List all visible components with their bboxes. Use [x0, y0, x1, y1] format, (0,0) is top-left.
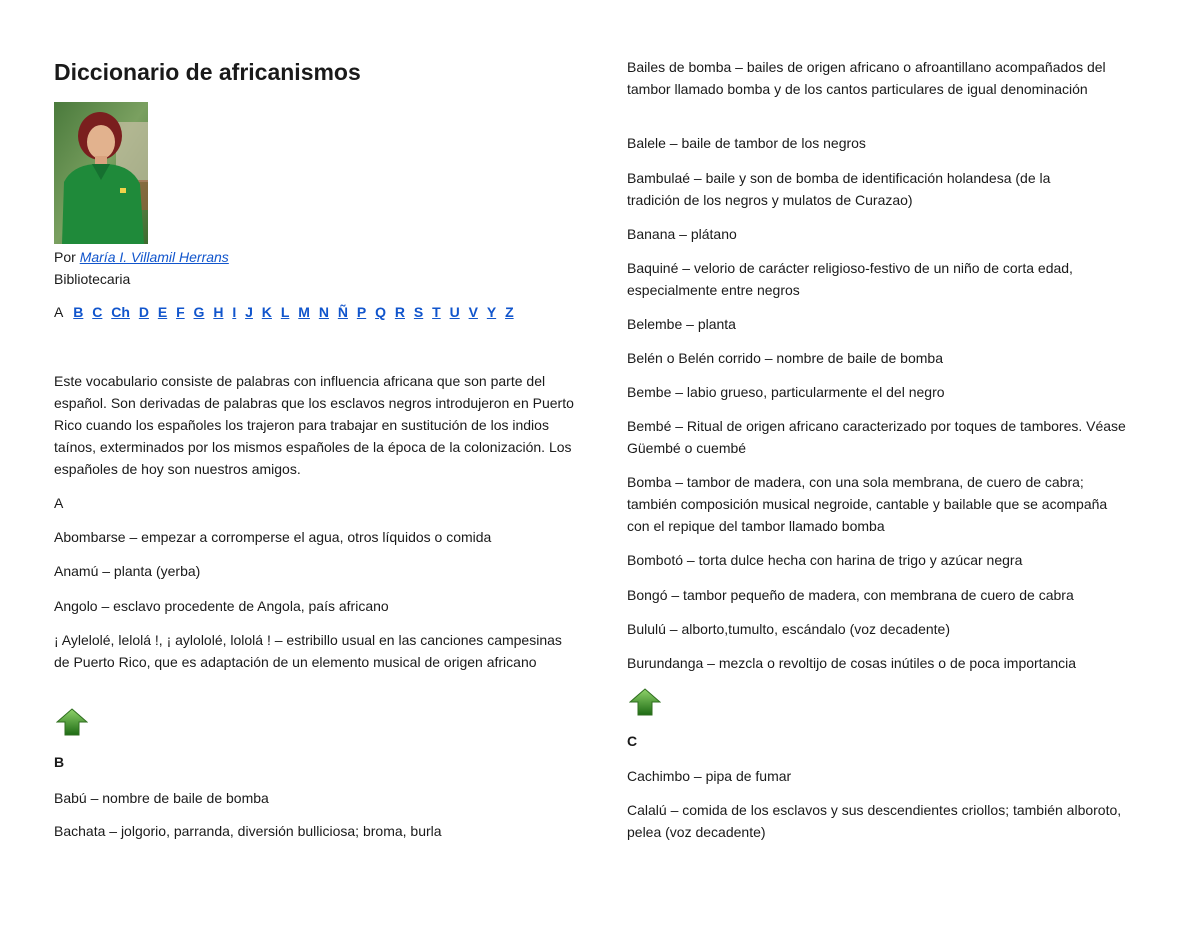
alphabet-link-k[interactable]: K: [261, 304, 272, 320]
alphabet-link-h[interactable]: H: [213, 304, 224, 320]
alphabet-link-l[interactable]: L: [280, 304, 290, 320]
alphabet-nav: [54, 301, 574, 323]
entry-bambulae: Bambulaé – baile y son de bomba de identificación holandesa (de la tradición de los negros y mulatos de Curazao): [627, 170, 1051, 208]
section-heading-b: B: [54, 754, 65, 770]
entry-bachata: Bachata – jolgorio, parranda, diversión bulliciosa; broma, burla: [54, 823, 442, 839]
entry-bongo: Bongó – tambor pequeño de madera, con membrana de cuero de cabra: [627, 587, 1074, 603]
entry-bembe-labio: Bembe – labio grueso, particularmente el del negro: [627, 384, 945, 400]
alphabet-link-v[interactable]: V: [468, 304, 478, 320]
alphabet-link-d[interactable]: D: [138, 304, 149, 320]
alphabet-link-t[interactable]: T: [432, 304, 441, 320]
entry-abombarse: Abombarse – empezar a corromperse el agua, otros líquidos o comida: [54, 529, 492, 545]
entry-balele: Balele – baile de tambor de los negros: [627, 135, 866, 151]
section-heading-c: C: [627, 733, 638, 749]
alphabet-link-u[interactable]: U: [449, 304, 460, 320]
alphabet-link-n[interactable]: N: [318, 304, 329, 320]
alphabet-link-f[interactable]: F: [176, 304, 185, 320]
entry-bululu: Bululú – alborto,tumulto, escándalo (voz decadente): [627, 621, 950, 637]
author-link[interactable]: María I. Villamil Herrans: [79, 249, 229, 265]
entry-belembe: Belembe – planta: [627, 316, 736, 332]
alphabet-link-p[interactable]: P: [356, 304, 367, 320]
alphabet-link-q[interactable]: Q: [375, 304, 386, 320]
entry-burundanga: Burundanga – mezcla o revoltijo de cosas inútiles o de poca importancia: [627, 655, 1077, 671]
alphabet-link-e[interactable]: E: [157, 304, 168, 320]
alphabet-link-g[interactable]: G: [193, 304, 205, 320]
byline: [54, 246, 554, 290]
entry-belen: Belén o Belén corrido – nombre de baile de bomba: [627, 350, 943, 366]
alphabet-link-z[interactable]: Z: [505, 304, 514, 320]
entry-calalu: Calalú – comida de los esclavos y sus descendientes criollos; también alboroto, pelea (voz decadente): [627, 802, 1122, 840]
intro-paragraph: Este vocabulario consiste de palabras con influencia africana que son parte del español. Son derivadas de palabras que los esclavos negros introdujeron en Puerto Rico cuando los españoles los trajeron para trabajar en sustitución de los indios taínos, exterminados por los mismos españoles de la época de la colonización. Los españoles de hoy son nuestros amigos.: [54, 373, 574, 477]
entry-banana: Banana – plátano: [627, 226, 737, 242]
entry-anamu: Anamú – planta (yerba): [54, 563, 201, 579]
alphabet-link-j[interactable]: J: [245, 304, 253, 320]
author-photo: [54, 102, 148, 244]
alphabet-link-s[interactable]: S: [413, 304, 424, 320]
entry-cachimbo: Cachimbo – pipa de fumar: [627, 768, 792, 784]
alphabet-current-letter: A: [54, 304, 64, 320]
entry-bomboto: Bombotó – torta dulce hecha con harina de trigo y azúcar negra: [627, 552, 1023, 568]
alphabet-link-ch[interactable]: Ch: [111, 304, 130, 320]
entry-angolo: Angolo – esclavo procedente de Angola, país africano: [54, 598, 389, 614]
alphabet-link-i[interactable]: I: [232, 304, 237, 320]
entry-bembe-ritual: Bembé – Ritual de origen africano caracterizado por toques de tambores. Véase Güembé o cuembé: [627, 418, 1126, 456]
entry-aylelole: ¡ Aylelolé, lelolá !, ¡ aylololé, lololá ! – estribillo usual en las canciones campesinas de Puerto Rico, que es adaptación de un elemento musical de origen africano: [54, 632, 562, 670]
author-role: Bibliotecaria: [54, 271, 131, 287]
section-heading-a: A: [54, 495, 64, 511]
alphabet-link-enye[interactable]: Ñ: [337, 304, 348, 320]
entry-bailes-de-bomba: Bailes de bomba – bailes de origen africano o afroantillano acompañados del tambor llamado bomba y de los cantos particulares de igual denominación: [627, 59, 1106, 97]
alphabet-link-b[interactable]: B: [73, 304, 84, 320]
alphabet-link-m[interactable]: M: [298, 304, 310, 320]
byline-prefix: Por: [54, 249, 76, 265]
entry-babu: Babú – nombre de baile de bomba: [54, 790, 269, 806]
alphabet-link-y[interactable]: Y: [486, 304, 497, 320]
entry-bomba: Bomba – tambor de madera, con una sola membrana, de cuero de cabra; también composición musical negroide, cantable y bailable que se acompaña con el repique del tambor llamado bomba: [627, 474, 1108, 534]
back-to-top-icon[interactable]: [56, 708, 88, 736]
entry-baquine: Baquiné – velorio de carácter religioso-festivo de un niño de corta edad, especialmente entre negros: [627, 260, 1073, 298]
alphabet-link-c[interactable]: C: [92, 304, 103, 320]
alphabet-link-r[interactable]: R: [394, 304, 405, 320]
back-to-top-icon[interactable]: [629, 688, 661, 716]
page-title: Diccionario de africanismos: [54, 59, 361, 85]
